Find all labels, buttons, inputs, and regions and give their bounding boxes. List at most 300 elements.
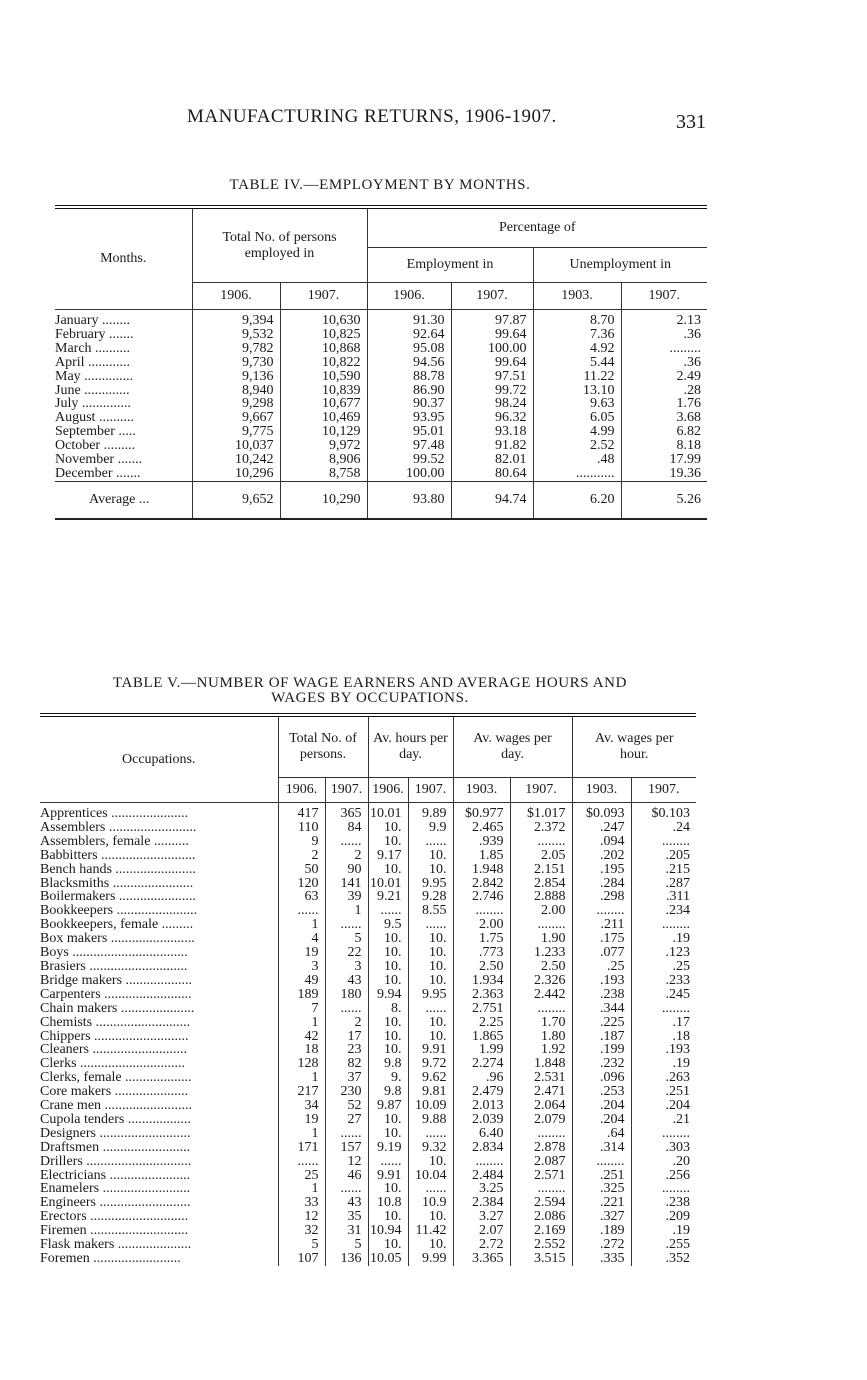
cell-p1906: 3: [278, 960, 325, 974]
row-label: Drillers ..............................: [40, 1154, 192, 1169]
cell-p1906: 19: [278, 1113, 325, 1127]
row-label: Bookkeepers, female .........: [40, 918, 194, 933]
col-total-persons: Total No. of persons employed in: [192, 207, 367, 283]
cell-h1907: 9.88: [408, 1113, 453, 1127]
cell-wd1907: 2.552: [510, 1238, 572, 1252]
cell-p1906: 7: [278, 1002, 325, 1016]
table-row: [55, 439, 707, 453]
cell-h1907: 9.89: [408, 803, 453, 821]
cell-wh1906: .238: [572, 988, 631, 1002]
cell-p1907: 5: [325, 932, 368, 946]
cell-wh1907: .25: [631, 960, 696, 974]
cell-p1906: 4: [278, 932, 325, 946]
row-label: Boys .................................: [40, 946, 188, 960]
cell-h1906: 9.91: [368, 1169, 408, 1183]
cell-h1906: 9.5: [368, 918, 408, 932]
row-label: Flask makers .....................: [40, 1238, 192, 1252]
cell-wh1906: .253: [572, 1085, 631, 1099]
cell-p1906: 1: [278, 1182, 325, 1196]
cell-wh1907: .311: [631, 890, 696, 904]
cell-e1907: 100.00: [451, 342, 533, 356]
cell-h1906: 10.: [368, 863, 408, 877]
table-row: [40, 1057, 696, 1071]
cell-h1906: 9.21: [368, 890, 408, 904]
cell-wd1907: 1.848: [510, 1057, 572, 1071]
cell-wh1907: .352: [631, 1252, 696, 1266]
table-row: [55, 467, 707, 481]
cell-e1906: 95.08: [367, 342, 451, 356]
cell-p1906: 1: [278, 918, 325, 932]
table-v-title: [40, 676, 700, 706]
cell-p1906: 1: [278, 1071, 325, 1085]
cell-h1906: 10.: [368, 1030, 408, 1044]
cell-t1907: 8,906: [280, 453, 367, 467]
cell-u1907: 8.18: [621, 439, 707, 453]
cell-wh1906: .199: [572, 1043, 631, 1057]
cell-u1907: .36: [621, 328, 707, 342]
cell-wd1907: 2.086: [510, 1210, 572, 1224]
table-row: [55, 384, 707, 398]
cell-wh1906: .314: [572, 1141, 631, 1155]
cell-h1906: 8.: [368, 1002, 408, 1016]
cell-h1907: 10.: [408, 932, 453, 946]
cell-wd1906: 2.834: [453, 1141, 510, 1155]
cell-wh1906: .232: [572, 1057, 631, 1071]
cell-wh1906: .211: [572, 918, 631, 932]
cell-wd1907: 2.878: [510, 1141, 572, 1155]
cell-t1906: 8,940: [192, 384, 280, 398]
cell-p1906: 417: [278, 803, 325, 821]
cell-wd1906: 2.479: [453, 1085, 510, 1099]
cell-p1907: 1: [325, 904, 368, 918]
cell-h1907: 9.62: [408, 1071, 453, 1085]
cell-wh1907: ........: [631, 1182, 696, 1196]
col-hours-1907: 1907.: [408, 778, 453, 803]
row-label: January ........: [55, 313, 131, 328]
row-label: Bookkeepers .......................: [40, 904, 198, 919]
cell-h1907: 9.72: [408, 1057, 453, 1071]
cell-u1907: 2.13: [621, 310, 707, 328]
cell-wd1906: 2.039: [453, 1113, 510, 1127]
col-persons-1907: 1907.: [325, 778, 368, 803]
cell-p1906: 25: [278, 1169, 325, 1183]
row-label: July ..............: [55, 397, 131, 412]
col-unemployment: Unemployment in: [533, 248, 707, 283]
cell-wd1906: 1.948: [453, 863, 510, 877]
row-label: November .......: [55, 453, 143, 467]
cell-wh1907: .251: [631, 1085, 696, 1099]
cell-p1906: 18: [278, 1043, 325, 1057]
cell-wd1907: 2.169: [510, 1224, 572, 1238]
table-row: [40, 890, 696, 904]
average-t1907: 10,290: [280, 481, 367, 519]
cell-wh1907: $0.103: [631, 803, 696, 821]
cell-wh1907: .256: [631, 1169, 696, 1183]
cell-p1906: 50: [278, 863, 325, 877]
cell-p1906: 19: [278, 946, 325, 960]
col-wages-day-1907: 1907.: [510, 778, 572, 803]
cell-h1907: ......: [408, 1182, 453, 1196]
cell-wd1907: 2.05: [510, 849, 572, 863]
col-total-1907: 1907.: [280, 283, 367, 310]
cell-u1906: 7.36: [533, 328, 621, 342]
cell-wh1906: .25: [572, 960, 631, 974]
cell-h1907: 9.28: [408, 890, 453, 904]
row-label: Clerks, female ...................: [40, 1071, 192, 1086]
cell-wh1907: .209: [631, 1210, 696, 1224]
cell-h1906: 10.: [368, 1113, 408, 1127]
table-row: [40, 1071, 696, 1085]
cell-u1906: .48: [533, 453, 621, 467]
cell-e1907: 96.32: [451, 411, 533, 425]
cell-e1906: 94.56: [367, 356, 451, 370]
cell-h1906: 10.: [368, 946, 408, 960]
cell-wd1906: .939: [453, 835, 510, 849]
cell-p1907: 141: [325, 877, 368, 891]
col-hours-per-day: Av. hours per day.: [368, 715, 453, 778]
row-label: Engineers ..........................: [40, 1196, 191, 1211]
row-label: Carpenters .........................: [40, 987, 192, 1002]
cell-e1906: 90.37: [367, 397, 451, 411]
cell-wd1907: 2.50: [510, 960, 572, 974]
table-row: [40, 1224, 696, 1238]
cell-wd1907: 1.80: [510, 1030, 572, 1044]
cell-h1907: 9.95: [408, 877, 453, 891]
cell-wh1906: .64: [572, 1127, 631, 1141]
table-iv-employment-by-months: [55, 205, 707, 520]
cell-wd1907: 2.064: [510, 1099, 572, 1113]
cell-wd1907: 1.92: [510, 1043, 572, 1057]
cell-p1906: 189: [278, 988, 325, 1002]
cell-u1907: .36: [621, 356, 707, 370]
cell-wh1906: ........: [572, 904, 631, 918]
row-label: Draftsmen .........................: [40, 1140, 191, 1155]
col-employment-1907: 1907.: [451, 283, 533, 310]
row-label: Crane men .........................: [40, 1099, 193, 1113]
cell-h1907: 10.: [408, 974, 453, 988]
cell-p1907: ......: [325, 1002, 368, 1016]
row-label: Assemblers .........................: [40, 820, 197, 835]
cell-h1906: 10.: [368, 960, 408, 974]
row-label: June .............: [55, 383, 130, 398]
cell-wd1907: 2.594: [510, 1196, 572, 1210]
cell-t1906: 9,667: [192, 411, 280, 425]
col-wages-per-day: Av. wages per day.: [453, 715, 572, 778]
row-label: Chemists ...........................: [40, 1015, 191, 1030]
cell-h1907: 9.81: [408, 1085, 453, 1099]
table-row: [40, 932, 696, 946]
cell-h1907: 10.09: [408, 1099, 453, 1113]
cell-t1906: 9,532: [192, 328, 280, 342]
col-wages-hour-1907: 1907.: [631, 778, 696, 803]
cell-h1906: 10.: [368, 1043, 408, 1057]
cell-p1906: 49: [278, 974, 325, 988]
cell-p1907: 46: [325, 1169, 368, 1183]
cell-t1907: 10,590: [280, 370, 367, 384]
cell-wh1907: ........: [631, 1127, 696, 1141]
cell-e1907: 99.72: [451, 384, 533, 398]
cell-wd1906: 3.27: [453, 1210, 510, 1224]
row-label: Electricians .......................: [40, 1168, 191, 1183]
cell-wd1907: ........: [510, 1127, 572, 1141]
cell-p1907: 27: [325, 1113, 368, 1127]
cell-wh1907: .18: [631, 1030, 696, 1044]
cell-h1906: 10.: [368, 1210, 408, 1224]
cell-p1906: 171: [278, 1141, 325, 1155]
row-label: September .....: [55, 425, 136, 440]
table-row: [55, 328, 707, 342]
row-label: Enamelers .........................: [40, 1182, 191, 1197]
table-row: [40, 1182, 696, 1196]
row-label: Bench hands .......................: [40, 862, 196, 877]
col-wages-hour-1906: 1903.: [572, 778, 631, 803]
cell-wd1906: 6.40: [453, 1127, 510, 1141]
table-row: [55, 370, 707, 384]
cell-wd1907: 2.326: [510, 974, 572, 988]
cell-e1907: 93.18: [451, 425, 533, 439]
cell-p1907: 84: [325, 821, 368, 835]
cell-h1906: 10.: [368, 1016, 408, 1030]
table-row: [40, 1113, 696, 1127]
cell-h1906: 9.94: [368, 988, 408, 1002]
cell-wh1907: .21: [631, 1113, 696, 1127]
table-row: [40, 974, 696, 988]
cell-wd1907: 2.888: [510, 890, 572, 904]
cell-wd1907: ........: [510, 1002, 572, 1016]
table-row: [40, 1238, 696, 1252]
cell-u1906: 2.52: [533, 439, 621, 453]
cell-p1906: 33: [278, 1196, 325, 1210]
cell-h1907: 9.99: [408, 1252, 453, 1266]
cell-p1907: 39: [325, 890, 368, 904]
table-row: [55, 310, 707, 328]
cell-h1906: 9.87: [368, 1099, 408, 1113]
cell-wd1907: 1.233: [510, 946, 572, 960]
cell-t1907: 10,839: [280, 384, 367, 398]
cell-e1906: 88.78: [367, 370, 451, 384]
cell-wh1907: .19: [631, 932, 696, 946]
cell-wd1906: ........: [453, 1155, 510, 1169]
cell-wd1907: ........: [510, 1182, 572, 1196]
cell-h1907: 10.: [408, 1030, 453, 1044]
cell-u1906: 13.10: [533, 384, 621, 398]
cell-e1906: 93.95: [367, 411, 451, 425]
table-row: [55, 425, 707, 439]
cell-wh1906: .187: [572, 1030, 631, 1044]
cell-wd1906: 2.363: [453, 988, 510, 1002]
table-row: [40, 1099, 696, 1113]
table-row: [40, 1252, 696, 1266]
cell-t1907: 10,868: [280, 342, 367, 356]
table-row: [40, 849, 696, 863]
row-label: Blacksmiths .......................: [40, 876, 194, 891]
table-row: [40, 1169, 696, 1183]
cell-wd1907: 2.531: [510, 1071, 572, 1085]
cell-wd1906: 2.384: [453, 1196, 510, 1210]
cell-h1906: 9.17: [368, 849, 408, 863]
cell-h1907: 9.91: [408, 1043, 453, 1057]
cell-wh1906: .335: [572, 1252, 631, 1266]
cell-wd1907: 2.571: [510, 1169, 572, 1183]
cell-h1907: 10.: [408, 849, 453, 863]
cell-wh1906: $0.093: [572, 803, 631, 821]
cell-p1906: 1: [278, 1127, 325, 1141]
cell-p1907: ......: [325, 1182, 368, 1196]
cell-wh1906: .225: [572, 1016, 631, 1030]
cell-p1906: 110: [278, 821, 325, 835]
cell-wh1907: .193: [631, 1043, 696, 1057]
table-iv-body: [55, 310, 707, 519]
cell-h1906: 10.94: [368, 1224, 408, 1238]
cell-p1906: 34: [278, 1099, 325, 1113]
cell-wh1907: ........: [631, 1002, 696, 1016]
cell-wd1907: 3.515: [510, 1252, 572, 1266]
cell-p1906: 12: [278, 1210, 325, 1224]
cell-h1906: 10.: [368, 1182, 408, 1196]
cell-e1907: 91.82: [451, 439, 533, 453]
cell-u1907: 2.49: [621, 370, 707, 384]
average-u1906: 6.20: [533, 481, 621, 519]
cell-wd1907: 1.70: [510, 1016, 572, 1030]
cell-wh1907: .287: [631, 877, 696, 891]
cell-p1907: 136: [325, 1252, 368, 1266]
cell-p1907: 52: [325, 1099, 368, 1113]
cell-u1906: 9.63: [533, 397, 621, 411]
cell-p1907: 82: [325, 1057, 368, 1071]
cell-t1907: 9,972: [280, 439, 367, 453]
cell-wh1907: .20: [631, 1155, 696, 1169]
average-e1906: 93.80: [367, 481, 451, 519]
cell-wd1906: 1.99: [453, 1043, 510, 1057]
table-row: [55, 397, 707, 411]
cell-h1907: 9.9: [408, 821, 453, 835]
average-e1907: 94.74: [451, 481, 533, 519]
cell-h1907: 10.: [408, 946, 453, 960]
cell-wh1907: .303: [631, 1141, 696, 1155]
cell-e1906: 99.52: [367, 453, 451, 467]
cell-t1906: 9,394: [192, 310, 280, 328]
cell-p1906: ......: [278, 1155, 325, 1169]
cell-p1907: 31: [325, 1224, 368, 1238]
cell-u1907: 1.76: [621, 397, 707, 411]
cell-wh1907: ........: [631, 918, 696, 932]
col-employment: Employment in: [367, 248, 533, 283]
cell-wh1907: .204: [631, 1099, 696, 1113]
cell-wh1906: .202: [572, 849, 631, 863]
row-label: Chippers ...........................: [40, 1029, 189, 1044]
cell-h1906: 10.: [368, 835, 408, 849]
table-v-body: [40, 803, 696, 1266]
cell-h1907: ......: [408, 1002, 453, 1016]
cell-wd1907: $1.017: [510, 803, 572, 821]
cell-t1906: 9,298: [192, 397, 280, 411]
cell-p1906: 63: [278, 890, 325, 904]
cell-t1906: 9,136: [192, 370, 280, 384]
cell-e1906: 86.90: [367, 384, 451, 398]
cell-p1907: 35: [325, 1210, 368, 1224]
cell-wd1907: 2.079: [510, 1113, 572, 1127]
page-number: 331: [676, 111, 706, 133]
row-label: Bridge makers ...................: [40, 973, 193, 988]
row-label: December .......: [55, 466, 141, 481]
cell-u1906: 4.92: [533, 342, 621, 356]
cell-t1906: 9,775: [192, 425, 280, 439]
cell-wd1906: 2.842: [453, 877, 510, 891]
cell-e1906: 92.64: [367, 328, 451, 342]
cell-wh1906: .096: [572, 1071, 631, 1085]
table-row: [40, 946, 696, 960]
cell-wh1907: .234: [631, 904, 696, 918]
cell-h1906: 10.05: [368, 1252, 408, 1266]
cell-t1907: 8,758: [280, 467, 367, 481]
average-t1906: 9,652: [192, 481, 280, 519]
cell-u1907: 19.36: [621, 467, 707, 481]
cell-h1906: 9.8: [368, 1057, 408, 1071]
cell-p1906: 2: [278, 849, 325, 863]
cell-h1906: ......: [368, 1155, 408, 1169]
row-label: Cupola tenders ..................: [40, 1112, 191, 1127]
col-wages-day-1906: 1903.: [453, 778, 510, 803]
table-row: [40, 863, 696, 877]
cell-wd1907: 2.471: [510, 1085, 572, 1099]
table-row: [40, 821, 696, 835]
table-v-title-line2: WAGES BY OCCUPATIONS.: [271, 690, 469, 706]
cell-wh1906: .077: [572, 946, 631, 960]
cell-e1907: 97.51: [451, 370, 533, 384]
cell-t1906: 10,037: [192, 439, 280, 453]
cell-p1906: 32: [278, 1224, 325, 1238]
cell-u1906: 5.44: [533, 356, 621, 370]
cell-p1907: ......: [325, 835, 368, 849]
cell-wh1907: .17: [631, 1016, 696, 1030]
running-title: MANUFACTURING RETURNS, 1906-1907.: [187, 106, 557, 127]
cell-wd1906: 2.00: [453, 918, 510, 932]
table-row: [40, 1016, 696, 1030]
cell-wd1906: 2.274: [453, 1057, 510, 1071]
cell-wd1907: 2.442: [510, 988, 572, 1002]
table-row: [55, 342, 707, 356]
row-label: Firemen ............................: [40, 1224, 189, 1239]
cell-wh1907: .205: [631, 849, 696, 863]
cell-h1906: 10.8: [368, 1196, 408, 1210]
col-hours-1906: 1906.: [368, 778, 408, 803]
cell-wh1906: .284: [572, 877, 631, 891]
cell-p1906: 120: [278, 877, 325, 891]
col-total-persons: Total No. of persons.: [278, 715, 368, 778]
row-label: August ..........: [55, 411, 134, 426]
cell-p1906: 9: [278, 835, 325, 849]
cell-wd1907: 2.854: [510, 877, 572, 891]
table-row: [40, 1043, 696, 1057]
cell-u1906: 4.99: [533, 425, 621, 439]
cell-h1907: 9.32: [408, 1141, 453, 1155]
col-employment-1906: 1906.: [367, 283, 451, 310]
row-label: Erectors ............................: [40, 1210, 189, 1225]
cell-wh1906: .094: [572, 835, 631, 849]
cell-e1907: 99.64: [451, 356, 533, 370]
cell-e1907: 99.64: [451, 328, 533, 342]
cell-p1906: ......: [278, 904, 325, 918]
average-label: Average ...: [55, 481, 192, 519]
cell-u1907: .28: [621, 384, 707, 398]
cell-wh1906: .344: [572, 1002, 631, 1016]
table-row: [40, 1196, 696, 1210]
cell-p1907: 90: [325, 863, 368, 877]
cell-p1907: 5: [325, 1238, 368, 1252]
cell-wd1907: 2.151: [510, 863, 572, 877]
cell-p1906: 1: [278, 1016, 325, 1030]
cell-wh1907: ........: [631, 835, 696, 849]
